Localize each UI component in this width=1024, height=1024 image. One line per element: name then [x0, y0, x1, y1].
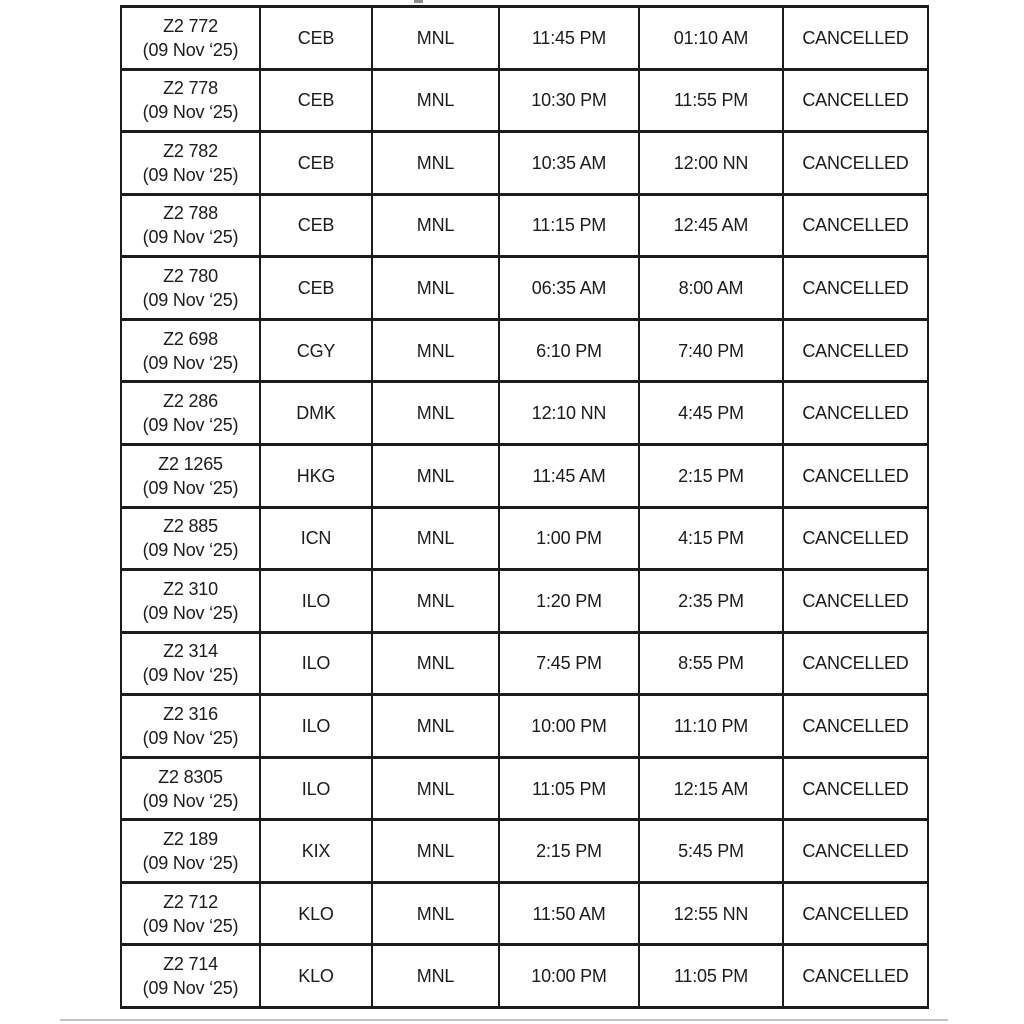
origin-cell: KLO: [260, 882, 372, 945]
table-row: [121, 570, 928, 633]
departure-time-cell: 6:10 PM: [499, 319, 639, 382]
departure-time-cell: 11:05 PM: [499, 757, 639, 820]
table-row: [121, 444, 928, 507]
flight-number: Z2 286: [163, 391, 218, 412]
flight-date: (09 Nov ‘25): [142, 853, 239, 874]
status-cell: CANCELLED: [783, 132, 928, 195]
destination-cell: MNL: [372, 257, 499, 320]
origin-cell: KLO: [260, 945, 372, 1008]
status-cell: CANCELLED: [783, 507, 928, 570]
destination-cell: MNL: [372, 69, 499, 132]
status-cell: CANCELLED: [783, 632, 928, 695]
flight-number: Z2 778: [163, 78, 218, 99]
status-cell: CANCELLED: [783, 444, 928, 507]
origin-cell: ILO: [260, 632, 372, 695]
table-row: [121, 632, 928, 695]
flight-number: Z2 310: [163, 578, 218, 599]
flight-number: Z2 885: [163, 516, 218, 537]
status-cell: CANCELLED: [783, 757, 928, 820]
origin-cell: HKG: [260, 444, 372, 507]
flight-number: Z2 714: [163, 954, 218, 975]
flight-cell: [121, 382, 260, 445]
flight-number: Z2 316: [163, 703, 218, 724]
flight-number: Z2 698: [163, 328, 218, 349]
destination-cell: MNL: [372, 319, 499, 382]
flight-date: (09 Nov ‘25): [142, 540, 239, 561]
flight-table-body: [121, 7, 928, 1008]
destination-cell: MNL: [372, 695, 499, 758]
status-cell: CANCELLED: [783, 820, 928, 883]
table-row: [121, 507, 928, 570]
bottom-divider: [60, 1019, 948, 1021]
flight-date: (09 Nov ‘25): [142, 915, 239, 936]
status-cell: CANCELLED: [783, 69, 928, 132]
destination-cell: MNL: [372, 757, 499, 820]
departure-time-cell: 06:35 AM: [499, 257, 639, 320]
departure-time-cell: 12:10 NN: [499, 382, 639, 445]
flight-cell: [121, 695, 260, 758]
flight-cell: [121, 257, 260, 320]
origin-cell: DMK: [260, 382, 372, 445]
flight-date: (09 Nov ‘25): [142, 164, 239, 185]
flight-date: (09 Nov ‘25): [142, 978, 239, 999]
destination-cell: MNL: [372, 820, 499, 883]
table-row: [121, 319, 928, 382]
flight-number: Z2 780: [163, 266, 218, 287]
origin-cell: CEB: [260, 132, 372, 195]
arrival-time-cell: 2:15 PM: [639, 444, 783, 507]
status-cell: CANCELLED: [783, 945, 928, 1008]
flight-date: (09 Nov ‘25): [142, 727, 239, 748]
flight-date: (09 Nov ‘25): [142, 227, 239, 248]
arrival-time-cell: 8:55 PM: [639, 632, 783, 695]
departure-time-cell: 11:15 PM: [499, 194, 639, 257]
destination-cell: MNL: [372, 570, 499, 633]
flight-number: Z2 712: [163, 891, 218, 912]
table-row: [121, 820, 928, 883]
table-row: [121, 757, 928, 820]
flight-cell: [121, 194, 260, 257]
flight-number: Z2 8305: [158, 766, 223, 787]
arrival-time-cell: 12:45 AM: [639, 194, 783, 257]
departure-time-cell: 10:35 AM: [499, 132, 639, 195]
destination-cell: MNL: [372, 632, 499, 695]
arrival-time-cell: 11:10 PM: [639, 695, 783, 758]
arrival-time-cell: 4:45 PM: [639, 382, 783, 445]
status-cell: CANCELLED: [783, 570, 928, 633]
flight-date: (09 Nov ‘25): [142, 102, 239, 123]
arrival-time-cell: 12:15 AM: [639, 757, 783, 820]
flight-date: (09 Nov ‘25): [142, 290, 239, 311]
arrival-time-cell: 12:55 NN: [639, 882, 783, 945]
departure-time-cell: 10:00 PM: [499, 695, 639, 758]
table-row: [121, 695, 928, 758]
arrival-time-cell: 11:55 PM: [639, 69, 783, 132]
arrival-time-cell: 8:00 AM: [639, 257, 783, 320]
flight-status-table: [120, 5, 929, 1009]
flight-cell: [121, 945, 260, 1008]
departure-time-cell: 7:45 PM: [499, 632, 639, 695]
origin-cell: CEB: [260, 194, 372, 257]
arrival-time-cell: 5:45 PM: [639, 820, 783, 883]
flight-cell: [121, 69, 260, 132]
status-cell: CANCELLED: [783, 7, 928, 70]
table-row: [121, 69, 928, 132]
flight-date: (09 Nov ‘25): [142, 352, 239, 373]
flight-date: (09 Nov ‘25): [142, 790, 239, 811]
origin-cell: CEB: [260, 69, 372, 132]
origin-cell: CEB: [260, 257, 372, 320]
flight-cell: [121, 7, 260, 70]
destination-cell: MNL: [372, 382, 499, 445]
arrival-time-cell: 11:05 PM: [639, 945, 783, 1008]
destination-cell: MNL: [372, 945, 499, 1008]
origin-cell: ICN: [260, 507, 372, 570]
table-row: [121, 882, 928, 945]
status-cell: CANCELLED: [783, 319, 928, 382]
flight-number: Z2 1265: [158, 453, 223, 474]
table-row: [121, 132, 928, 195]
flight-cell: [121, 570, 260, 633]
flight-number: Z2 782: [163, 140, 218, 161]
flight-cell: [121, 319, 260, 382]
destination-cell: MNL: [372, 7, 499, 70]
flight-number: Z2 772: [163, 15, 218, 36]
status-cell: CANCELLED: [783, 695, 928, 758]
flight-cell: [121, 444, 260, 507]
table-row: [121, 7, 928, 70]
flight-date: (09 Nov ‘25): [142, 39, 239, 60]
table-row: [121, 945, 928, 1008]
table-row: [121, 257, 928, 320]
flight-number: Z2 314: [163, 641, 218, 662]
status-cell: CANCELLED: [783, 882, 928, 945]
flight-cell: [121, 882, 260, 945]
destination-cell: MNL: [372, 194, 499, 257]
flight-cell: [121, 632, 260, 695]
departure-time-cell: 10:30 PM: [499, 69, 639, 132]
arrival-time-cell: 7:40 PM: [639, 319, 783, 382]
destination-cell: MNL: [372, 507, 499, 570]
table-row: [121, 382, 928, 445]
departure-time-cell: 10:00 PM: [499, 945, 639, 1008]
arrival-time-cell: 4:15 PM: [639, 507, 783, 570]
flight-cell: [121, 820, 260, 883]
table-row: [121, 194, 928, 257]
departure-time-cell: 2:15 PM: [499, 820, 639, 883]
flight-number: Z2 189: [163, 829, 218, 850]
flight-date: (09 Nov ‘25): [142, 665, 239, 686]
status-cell: CANCELLED: [783, 382, 928, 445]
departure-time-cell: 11:45 AM: [499, 444, 639, 507]
origin-cell: ILO: [260, 695, 372, 758]
arrival-time-cell: 2:35 PM: [639, 570, 783, 633]
cropped-text-remnant: [414, 0, 423, 3]
arrival-time-cell: 01:10 AM: [639, 7, 783, 70]
departure-time-cell: 11:50 AM: [499, 882, 639, 945]
departure-time-cell: 1:00 PM: [499, 507, 639, 570]
origin-cell: CGY: [260, 319, 372, 382]
destination-cell: MNL: [372, 882, 499, 945]
destination-cell: MNL: [372, 132, 499, 195]
status-cell: CANCELLED: [783, 257, 928, 320]
origin-cell: ILO: [260, 570, 372, 633]
flight-date: (09 Nov ‘25): [142, 415, 239, 436]
origin-cell: ILO: [260, 757, 372, 820]
flight-cell: [121, 132, 260, 195]
flight-cell: [121, 757, 260, 820]
arrival-time-cell: 12:00 NN: [639, 132, 783, 195]
flight-cell: [121, 507, 260, 570]
status-cell: CANCELLED: [783, 194, 928, 257]
origin-cell: CEB: [260, 7, 372, 70]
departure-time-cell: 11:45 PM: [499, 7, 639, 70]
flight-date: (09 Nov ‘25): [142, 602, 239, 623]
destination-cell: MNL: [372, 444, 499, 507]
flight-date: (09 Nov ‘25): [142, 477, 239, 498]
origin-cell: KIX: [260, 820, 372, 883]
departure-time-cell: 1:20 PM: [499, 570, 639, 633]
flight-number: Z2 788: [163, 203, 218, 224]
